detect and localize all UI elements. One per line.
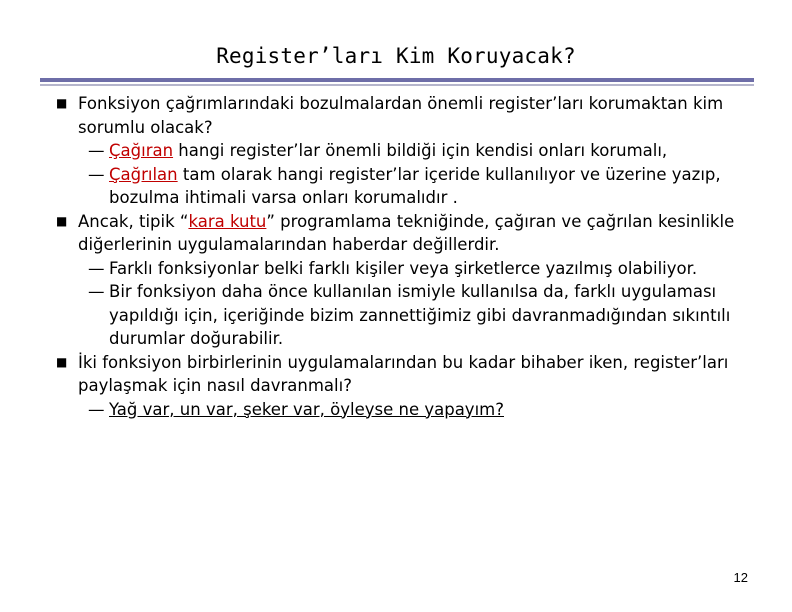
sub-bullet-text: Bir fonksiyon daha önce kullanılan ismiyle kullanılsa da, farklı uygulaması yapıldığı için, içeriğinde bizim zannettiğimiz gibi davranmadığından sıkıntılı durumlar doğurabilir. xyxy=(109,282,731,348)
sub-bullet-text: Farklı fonksiyonlar belki farklı kişiler veya şirketlerce yazılmış olabiliyor. xyxy=(109,258,698,278)
em-dash-icon: — xyxy=(88,258,105,278)
sub-bullet-item xyxy=(0,163,792,210)
em-dash-icon: — xyxy=(88,141,105,160)
slide-title: Register’ları Kim Koruyacak? xyxy=(216,44,576,68)
square-bullet-icon: ■ xyxy=(56,354,68,369)
em-dash-icon: — xyxy=(88,282,105,301)
bullet-item xyxy=(0,351,792,398)
sub-bullet-text: hangi register’lar önemli bildiği için kendisi onları korumalı, xyxy=(173,141,668,160)
sub-bullet-item xyxy=(0,139,792,163)
sub-bullet-item xyxy=(0,398,792,422)
sub-bullet-item xyxy=(0,280,792,351)
page-number: 12 xyxy=(733,570,748,585)
bullet-item xyxy=(0,210,792,257)
square-bullet-icon: ■ xyxy=(56,213,68,228)
bullet-text-post: ” programlama tekniğinde, çağıran ve çağrılan kesinlikle diğerlerinin uygulamalarından haberdar değillerdir. xyxy=(78,211,735,254)
highlight-term: Çağrılan xyxy=(109,164,178,184)
bullet-item xyxy=(0,92,792,139)
bullet-text: Fonksiyon çağrımlarındaki bozulmalardan önemli register’ları korumaktan kim sorumlu olacak? xyxy=(78,94,724,137)
title-divider-shadow xyxy=(40,84,754,86)
underlined-phrase: Yağ var, un var, şeker var, öyleyse ne yapayım? xyxy=(109,399,504,419)
highlight-term: kara kutu xyxy=(188,211,267,231)
sub-bullet-text: tam olarak hangi register’lar içeride kullanılıyor ve üzerine yazıp, bozulma ihtimali varsa onları korumalıdır . xyxy=(109,164,721,207)
em-dash-icon: — xyxy=(88,399,105,419)
sub-bullet-item xyxy=(0,257,792,281)
title-divider xyxy=(40,78,754,82)
em-dash-icon: — xyxy=(88,164,105,184)
bullet-text-pre: Ancak, tipik “ xyxy=(78,211,189,231)
square-bullet-icon: ■ xyxy=(56,96,68,110)
slide-body xyxy=(0,92,792,421)
bullet-text: İki fonksiyon birbirlerinin uygulamalarından bu kadar bihaber iken, register’ları paylaşmak için nasıl davranmalı? xyxy=(78,352,729,395)
highlight-term: Çağıran xyxy=(109,141,174,160)
